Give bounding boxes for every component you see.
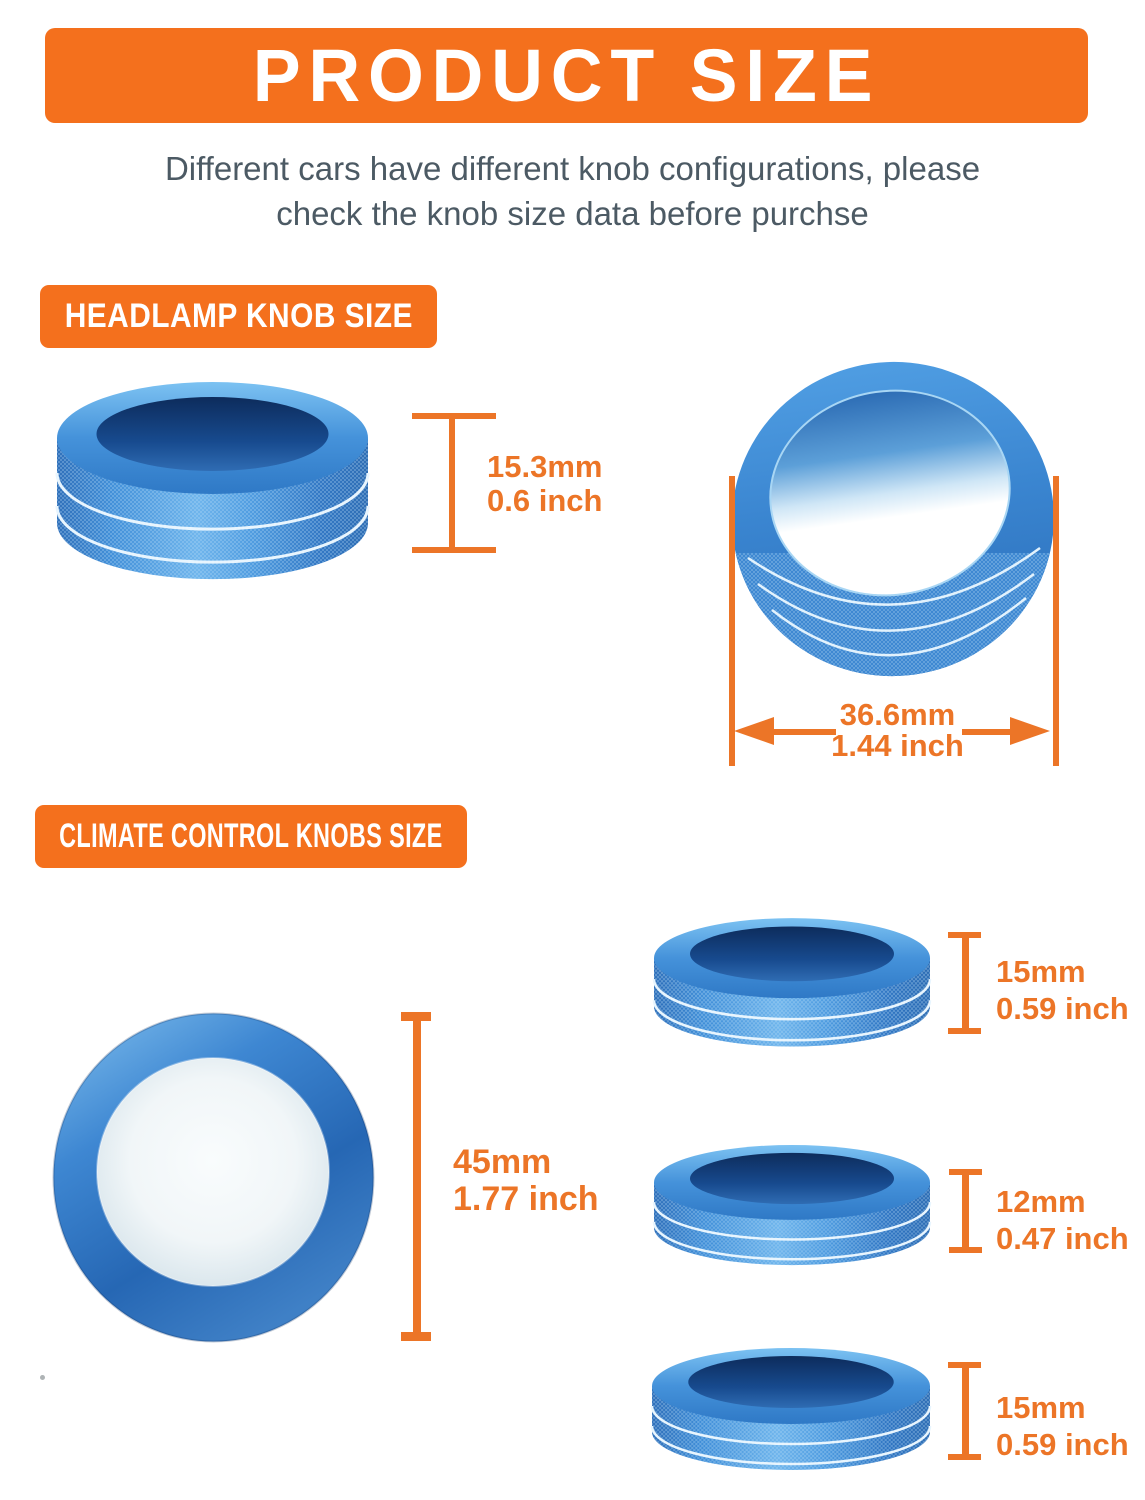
dimension-line [962,1366,969,1456]
climate-knob-middle-image [652,1143,932,1274]
climate-knob-top-image [652,916,932,1056]
climate-bottom-height-mm: 15mm [996,1390,1086,1425]
headlamp-knob-tilted-image [728,358,1058,680]
climate-diameter-inch: 1.77 inch [453,1180,599,1218]
climate-top-height-mm: 15mm [996,954,1086,989]
subtitle [0,146,1145,236]
climate-section-title: CLIMATE CONTROL KNOBS SIZE [59,817,443,855]
headlamp-section-title: HEADLAMP KNOB SIZE [64,297,413,335]
climate-bottom-height-inch: 0.59 inch [996,1427,1129,1462]
headlamp-height-mm: 15.3mm [487,449,603,484]
dimension-line [413,1019,421,1335]
headlamp-height-label [487,450,602,518]
climate-knob-bottom-image [650,1346,932,1479]
climate-section-banner [35,805,467,868]
subtitle-line-2: check the knob size data before purchse [276,195,869,232]
headlamp-diameter-inch: 1.44 inch [831,728,964,763]
dimension-cap-bottom [948,1454,981,1460]
headlamp-height-inch: 0.6 inch [487,483,603,518]
headlamp-section-banner [40,285,437,348]
dimension-line [962,1173,969,1249]
dimension-cap-bottom [412,547,496,553]
dimension-line [962,936,969,1030]
dimension-line-right [1053,476,1059,766]
climate-top-height-inch: 0.59 inch [996,991,1129,1026]
arrowhead-right-icon [1010,717,1050,745]
headlamp-diameter-label [810,699,985,761]
headlamp-diameter-mm: 36.6mm [839,697,956,732]
title-banner [45,28,1088,123]
subtitle-line-1: Different cars have different knob configurations, please [164,150,981,187]
climate-bottom-height-label [996,1389,1129,1463]
climate-middle-height-inch: 0.47 inch [996,1221,1129,1256]
dimension-cap-bottom [948,1028,981,1034]
dimension-line [449,413,455,553]
stray-dot [40,1375,45,1380]
climate-knob-front-image [52,1012,375,1343]
headlamp-knob-side-image [55,378,370,583]
climate-diameter-label [453,1144,599,1218]
climate-top-height-label [996,953,1129,1027]
climate-middle-height-label [996,1183,1129,1257]
dimension-cap-bottom [949,1247,982,1253]
climate-middle-height-mm: 12mm [996,1184,1086,1219]
climate-diameter-mm: 45mm [453,1143,552,1181]
dimension-cap-bottom [401,1332,431,1341]
page-title: PRODUCT SIZE [252,34,881,117]
